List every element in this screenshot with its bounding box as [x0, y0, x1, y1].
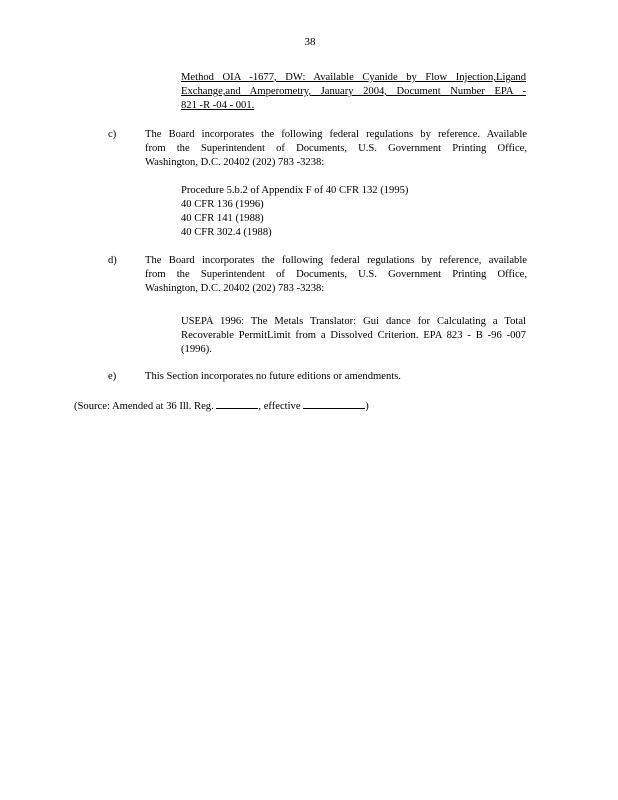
citation-line: 40 CFR 141 (1988)	[181, 213, 264, 224]
method-reference	[181, 71, 526, 113]
item-d-line-2: from the Superintendent of Documents, U.S. Government Printing Office,	[145, 269, 527, 280]
citation-line: 40 CFR 302.4 (1988)	[181, 227, 272, 238]
source-note-middle: , effective	[258, 401, 301, 412]
method-reference-line-3: 821 -R -04 - 001.	[181, 100, 255, 111]
effective-date-blank	[303, 398, 365, 409]
citation-line: Procedure 5.b.2 of Appendix F of 40 CFR 132 (1995)	[181, 185, 409, 196]
item-e-line-1: This Section incorporates no future editions or amendments.	[145, 371, 401, 382]
method-reference-line-2: Exchange,and Amperometry, January 2004, Document Number EPA -	[181, 86, 526, 97]
usepa-line-2: Recoverable PermitLimit from a Dissolved Criterion. EPA 823 - B -96 -007	[181, 330, 526, 341]
item-e-label: e)	[108, 371, 117, 382]
citation-line: 40 CFR 136 (1996)	[181, 199, 264, 210]
item-d-label: d)	[108, 255, 117, 266]
source-note	[74, 398, 369, 414]
item-c-paragraph	[145, 128, 527, 170]
register-blank	[216, 398, 258, 409]
item-c-line-3: Washington, D.C. 20402 (202) 783 -3238:	[145, 157, 325, 168]
usepa-reference	[181, 315, 526, 357]
item-d-line-3: Washington, D.C. 20402 (202) 783 -3238:	[145, 283, 325, 294]
usepa-line-3: (1996).	[181, 344, 212, 355]
source-note-open: (Source: Amended at 36 Ill. Reg.	[74, 401, 214, 412]
item-c-line-2: from the Superintendent of Documents, U.S. Government Printing Office,	[145, 143, 527, 154]
item-e-paragraph	[145, 370, 527, 384]
item-c-label: c)	[108, 129, 117, 140]
method-reference-line-1: Method OIA -1677, DW: Available Cyanide by Flow Injection,Ligand	[181, 72, 526, 83]
page-number: 38	[304, 36, 316, 48]
source-note-close: )	[365, 401, 369, 412]
usepa-line-1: USEPA 1996: The Metals Translator: Gui dance for Calculating a Total	[181, 316, 526, 327]
item-d-paragraph	[145, 254, 527, 296]
item-c-line-1: The Board incorporates the following federal regulations by reference. Available	[145, 129, 527, 140]
item-d-line-1: The Board incorporates the following federal regulations by reference, available	[145, 255, 527, 266]
item-c-citations	[181, 184, 408, 240]
